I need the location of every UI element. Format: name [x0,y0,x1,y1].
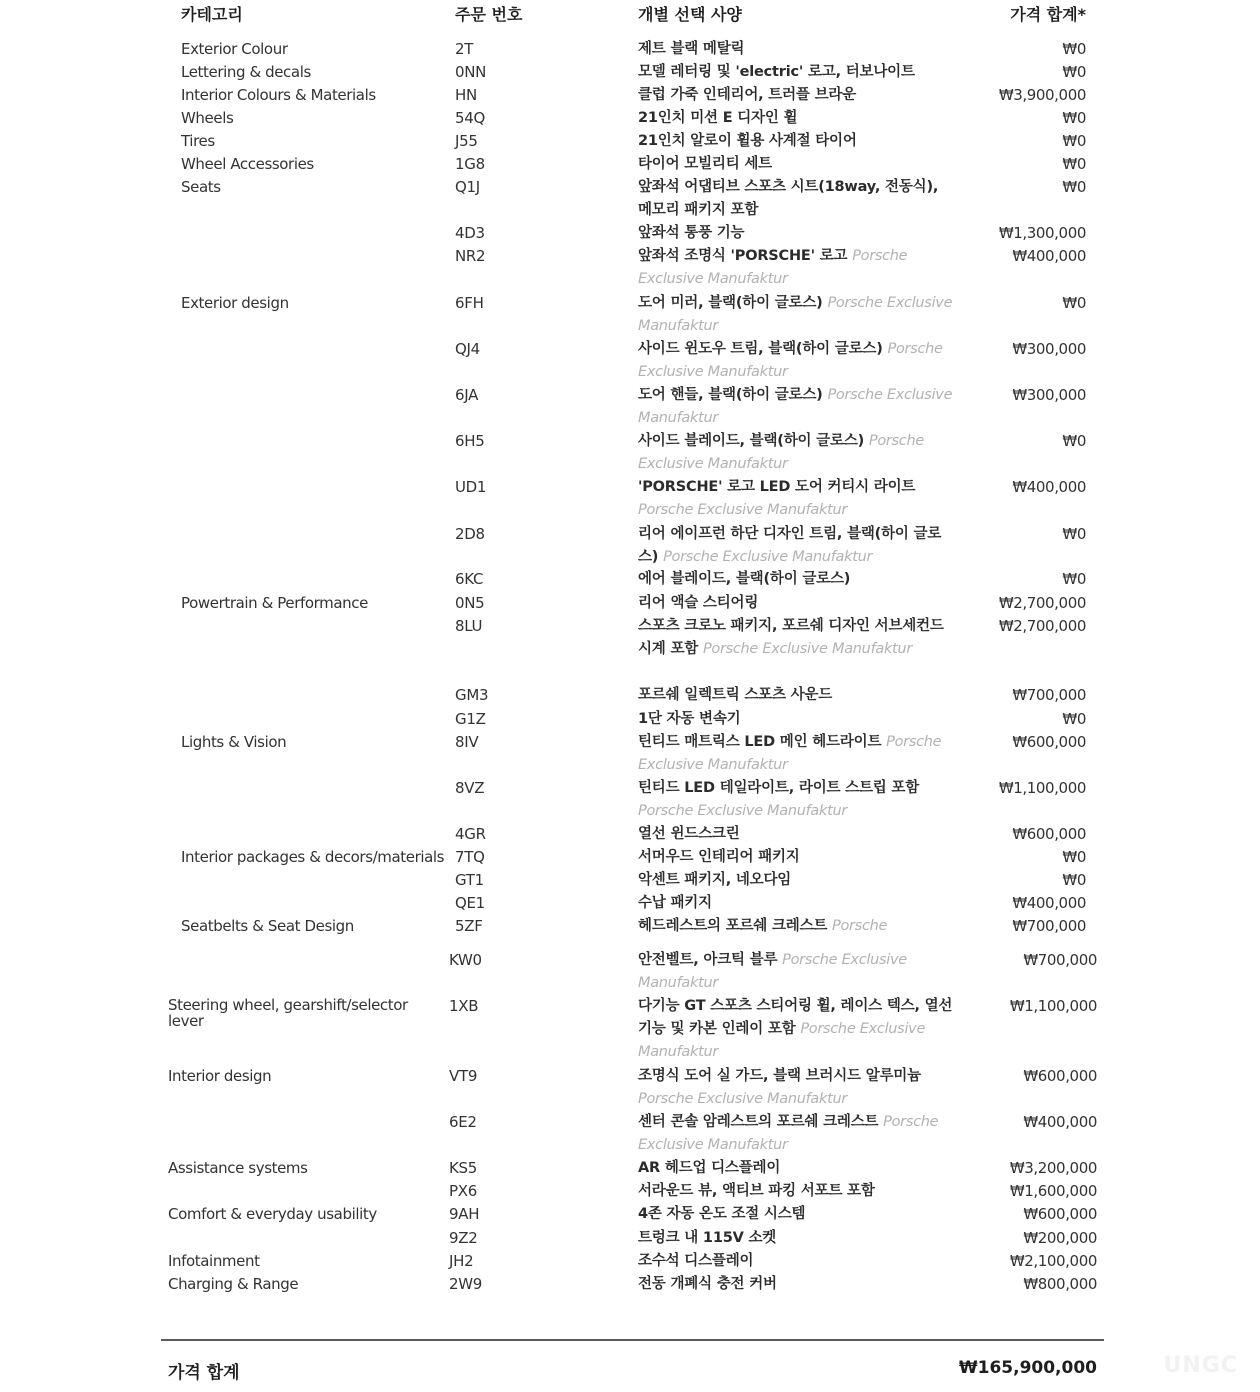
row-order-code: 2W9 [449,1275,483,1293]
row-option [638,846,956,869]
row-option-note: Porsche Exclusive Manufaktur [638,734,942,773]
row-order-code: GT1 [455,871,484,889]
row-option-text: 타이어 모빌리티 세트 [638,156,772,172]
row-category: Exterior design [181,294,289,312]
row-option-note: Porsche Exclusive Manufaktur [638,341,943,380]
row-order-code: 5ZF [455,917,483,935]
row-order-code: PX6 [449,1182,477,1200]
row-category: Exterior Colour [181,40,288,58]
row-price: ₩0 [1062,109,1086,127]
row-price: ₩0 [1062,178,1086,196]
row-option-note: Porsche Exclusive Manufaktur [638,248,908,287]
row-price: ₩600,000 [1012,825,1086,843]
row-option-note: Porsche Exclusive Manufaktur [638,502,848,518]
row-option-text: 21인치 알로이 휠용 사계절 타이어 [638,133,857,149]
row-option-text: 트렁크 내 115V 소켓 [638,1230,777,1246]
row-option [638,1111,956,1157]
row-price: ₩600,000 [1023,1067,1097,1085]
row-price: ₩400,000 [1012,247,1086,265]
row-category: Infotainment [168,1252,260,1270]
row-price: ₩800,000 [1023,1275,1097,1293]
row-price: ₩300,000 [1012,340,1086,358]
row-order-code: QJ4 [455,340,480,358]
row-price: ₩0 [1062,63,1086,81]
row-category: Interior design [168,1067,272,1085]
row-category: Steering wheel, gearshift/selector lever [168,996,408,1030]
row-order-code: 8LU [455,617,483,635]
row-price: ₩700,000 [1012,686,1086,704]
row-price: ₩0 [1062,432,1086,450]
row-option-note: Porsche [832,918,888,934]
header-price: 가격 합계* [1010,5,1086,24]
row-category: Lettering & decals [181,63,311,81]
row-price: ₩0 [1062,155,1086,173]
row-price: ₩0 [1062,294,1086,312]
row-option-text: 스포츠 크로노 패키지, 포르쉐 디자인 서브세컨드 시계 포함 [638,618,944,657]
row-option-note: Porsche Exclusive Manufaktur [702,641,912,657]
row-order-code: 54Q [455,109,485,127]
row-option [638,1203,956,1226]
row-option-text: 제트 블랙 메탈릭 [638,41,745,57]
row-option [638,731,956,777]
row-option-text: 앞좌석 어댑티브 스포츠 시트(18way, 전동식), 메모리 패키지 포함 [638,179,939,218]
row-option-text: 모델 레터링 및 'electric' 로고, 터보나이트 [638,64,915,80]
row-option [638,708,956,731]
row-option-text: 서머우드 인테리어 패키지 [638,849,800,865]
row-option-text: 도어 미러, 블랙(하이 글로스) [638,295,823,311]
row-option-text: 다기능 GT 스포츠 스티어링 휠, 레이스 텍스, 열선 기능 및 카본 인레이 포함 [638,998,953,1037]
row-order-code: 0N5 [455,594,485,612]
row-option-text: 21인치 미션 E 디자인 휠 [638,110,798,126]
row-option [638,995,956,1064]
row-order-code: 2D8 [455,525,485,543]
row-price: ₩1,100,000 [998,779,1086,797]
total-label: 가격 합계 [168,1363,240,1383]
row-order-code: 6FH [455,294,484,312]
row-price: ₩0 [1062,871,1086,889]
row-option-text: 조명식 도어 실 가드, 블랙 브러시드 알루미늄 [638,1068,921,1084]
row-option-text: 서라운드 뷰, 액티브 파킹 서포트 포함 [638,1183,875,1199]
row-option-text: 도어 핸들, 블랙(하이 글로스) [638,387,823,403]
row-order-code: 8IV [455,733,479,751]
row-option [638,476,956,522]
row-order-code: Q1J [455,178,480,196]
row-option [638,1250,956,1273]
row-option-text: 악센트 패키지, 네오다임 [638,872,792,888]
row-option [638,245,956,291]
row-order-code: 7TQ [455,848,485,866]
total-divider [161,1339,1104,1341]
row-order-code: NR2 [455,247,486,265]
row-option-text: 센터 콘솔 암레스트의 포르쉐 크레스트 [638,1114,879,1130]
row-order-code: KW0 [449,951,482,969]
row-price: ₩400,000 [1012,894,1086,912]
row-price: ₩0 [1062,570,1086,588]
row-price: ₩0 [1062,40,1086,58]
row-order-code: 4GR [455,825,486,843]
row-option [638,292,956,338]
row-price: ₩3,900,000 [998,86,1086,104]
row-option-text: 에어 블레이드, 블랙(하이 글로스) [638,571,851,587]
row-order-code: J55 [455,132,478,150]
row-option [638,222,956,245]
row-price: ₩700,000 [1023,951,1097,969]
row-option-text: 클럽 가죽 인테리어, 트러플 브라운 [638,87,856,103]
row-option-note: Porsche Exclusive Manufaktur [638,1114,939,1153]
row-option [638,949,956,995]
row-option-note: Porsche Exclusive Manufaktur [638,387,953,426]
row-option [638,915,956,938]
row-category: Comfort & everyday usability [168,1205,377,1223]
row-option [638,153,956,176]
row-option-text: 포르쉐 일렉트릭 스포츠 사운드 [638,687,833,703]
row-option [638,1273,956,1296]
row-price: ₩0 [1062,848,1086,866]
total-value: ₩165,900,000 [958,1358,1097,1378]
row-price: ₩1,300,000 [998,224,1086,242]
header-category: 카테고리 [181,5,243,24]
row-option-text: 틴티드 매트릭스 LED 메인 헤드라이트 [638,734,882,750]
row-option [638,384,956,430]
row-order-code: 9AH [449,1205,480,1223]
row-option [638,38,956,61]
row-option [638,592,956,615]
row-option [638,1065,956,1111]
row-order-code: 8VZ [455,779,485,797]
row-option [638,777,956,823]
row-order-code: 6JA [455,386,479,404]
row-price: ₩600,000 [1012,733,1086,751]
row-option-text: 조수석 디스플레이 [638,1253,754,1269]
row-option [638,107,956,130]
row-option-text: 앞좌석 조명식 'PORSCHE' 로고 [638,248,848,264]
row-option-text: 'PORSCHE' 로고 LED 도어 커티시 라이트 [638,479,916,495]
row-option-text: 헤드레스트의 포르쉐 크레스트 [638,918,828,934]
row-option-text: AR 헤드업 디스플레이 [638,1160,781,1176]
row-option-note: Porsche Exclusive Manufaktur [638,295,953,334]
row-option-note: Porsche Exclusive Manufaktur [638,433,924,472]
row-price: ₩2,700,000 [998,594,1086,612]
row-option-text: 사이드 윈도우 트림, 블랙(하이 글로스) [638,341,883,357]
row-price: ₩300,000 [1012,386,1086,404]
row-order-code: G1Z [455,710,486,728]
row-order-code: UD1 [455,478,487,496]
row-option-text: 사이드 블레이드, 블랙(하이 글로스) [638,433,865,449]
row-option [638,430,956,476]
row-order-code: 6H5 [455,432,485,450]
header-option: 개별 선택 사양 [638,5,742,24]
row-option-text: 1단 자동 변속기 [638,711,741,727]
row-order-code: 6KC [455,570,484,588]
row-order-code: VT9 [449,1067,478,1085]
row-option-text: 4존 자동 온도 조절 시스템 [638,1206,806,1222]
row-price: ₩2,100,000 [1009,1252,1097,1270]
row-option-note: Porsche Exclusive Manufaktur [638,952,907,991]
row-price: ₩0 [1062,132,1086,150]
row-price: ₩200,000 [1023,1229,1097,1247]
row-option [638,1180,956,1203]
row-option [638,176,956,222]
row-order-code: 9Z2 [449,1229,478,1247]
row-price: ₩1,100,000 [1009,997,1097,1015]
watermark: UNGC [1163,1353,1238,1378]
row-option-note: Porsche Exclusive Manufaktur [638,1021,926,1060]
row-option-text: 수납 패키지 [638,895,712,911]
row-option [638,615,956,661]
row-category: Charging & Range [168,1275,299,1293]
row-category: Seats [181,178,221,196]
row-order-code: KS5 [449,1159,478,1177]
row-category: Interior Colours & Materials [181,86,376,104]
row-category: Wheel Accessories [181,155,314,173]
row-option-note: Porsche Exclusive Manufaktur [638,1091,848,1107]
row-order-code: GM3 [455,686,489,704]
row-order-code: QE1 [455,894,485,912]
row-order-code: 1G8 [455,155,485,173]
row-option-text: 틴티드 LED 테일라이트, 라이트 스트립 포함 [638,780,920,796]
row-price: ₩600,000 [1023,1205,1097,1223]
row-option [638,1227,956,1250]
row-order-code: 1XB [449,997,479,1015]
row-option [638,1157,956,1180]
row-option-text: 앞좌석 통풍 기능 [638,225,745,241]
row-option-text: 리어 액슬 스티어링 [638,595,759,611]
row-category: Lights & Vision [181,733,287,751]
row-option [638,684,956,707]
row-option [638,568,956,591]
row-price: ₩1,600,000 [1009,1182,1097,1200]
row-category: Powertrain & Performance [181,594,368,612]
header-order-no: 주문 번호 [455,5,523,24]
row-option [638,892,956,915]
row-option [638,338,956,384]
row-category: Seatbelts & Seat Design [181,917,354,935]
row-option [638,823,956,846]
row-option [638,130,956,153]
row-option-text: 열선 윈드스크린 [638,826,740,842]
row-option [638,869,956,892]
row-option-text: 리어 에이프런 하단 디자인 트림, 블랙(하이 글로스) [638,526,942,565]
row-price: ₩700,000 [1012,917,1086,935]
row-category: Tires [181,132,215,150]
row-option [638,61,956,84]
row-price: ₩2,700,000 [998,617,1086,635]
row-option [638,84,956,107]
row-category: Interior packages & decors/materials [181,848,445,866]
row-price: ₩3,200,000 [1009,1159,1097,1177]
row-order-code: 2T [455,40,474,58]
row-price: ₩400,000 [1012,478,1086,496]
row-category: Assistance systems [168,1159,308,1177]
row-order-code: 4D3 [455,224,485,242]
row-option-text: 안전벨트, 아크틱 블루 [638,952,778,968]
row-option-note: Porsche Exclusive Manufaktur [638,803,848,819]
row-option-note: Porsche Exclusive Manufaktur [663,549,873,565]
row-order-code: 6E2 [449,1113,477,1131]
row-price: ₩0 [1062,710,1086,728]
row-category: Wheels [181,109,234,127]
row-price: ₩400,000 [1023,1113,1097,1131]
row-order-code: HN [455,86,477,104]
row-option [638,523,956,569]
row-option-text: 전동 개폐식 충전 커버 [638,1276,777,1292]
row-price: ₩0 [1062,525,1086,543]
row-order-code: 0NN [455,63,487,81]
row-order-code: JH2 [449,1252,474,1270]
